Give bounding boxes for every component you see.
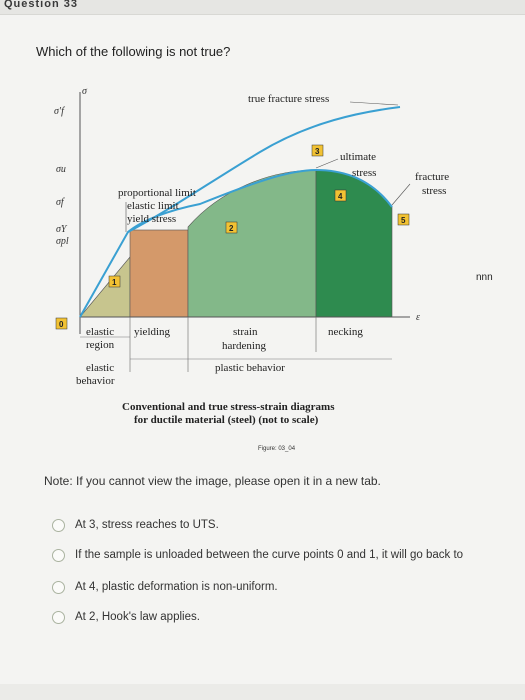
plastic-behavior-label: plastic behavior (215, 362, 285, 374)
figure-caption-line-2: for ductile material (steel) (not to scale) (134, 414, 319, 426)
elastic-behavior-label-2: behavior (76, 375, 115, 387)
footer-bar (0, 684, 525, 700)
option-2[interactable] (52, 544, 525, 566)
sigma-prime-f-symbol: σ'f (54, 106, 64, 117)
necking-label: necking (328, 326, 363, 338)
figure-id: Figure: 03_04 (258, 446, 296, 452)
fracture-stress-label-1: fracture (415, 171, 450, 183)
elastic-behavior-label-1: elastic (86, 362, 115, 374)
ultimate-stress-label-1: ultimate (340, 151, 377, 163)
elastic-limit-label: elastic limit (127, 200, 179, 212)
option-4-label: At 2, Hook's law applies. (75, 611, 200, 623)
true-fracture-stress-label: true fracture stress (248, 93, 330, 105)
nnn-annotation: nnn (476, 272, 493, 283)
figure-caption-line-1: Conventional and true stress-strain diagrams (122, 401, 335, 413)
marker-label-0: 0 (59, 320, 64, 329)
marker-label-4: 4 (338, 192, 343, 201)
marker-label-1: 1 (112, 278, 117, 287)
question-number: Question 33 (4, 0, 78, 10)
ultimate-stress-label-2: stress (352, 167, 377, 179)
option-3-label: At 4, plastic deformation is non-uniform. (75, 581, 278, 593)
radio-3[interactable] (52, 581, 65, 594)
marker-label-3: 3 (315, 147, 320, 156)
question-text: Which of the following is not true? (36, 44, 231, 59)
yielding-region-fill (130, 230, 188, 317)
sigma-u-symbol: σu (56, 164, 66, 175)
option-4[interactable] (52, 606, 525, 628)
option-2-label: If the sample is unloaded between the curve points 0 and 1, it will go back to (75, 549, 464, 561)
strain-hardening-label-2: hardening (222, 340, 266, 352)
radio-1[interactable] (52, 519, 65, 532)
sigma-y-symbol: σY (56, 224, 67, 235)
yielding-label: yielding (134, 326, 171, 338)
sigma-f-symbol: σf (56, 197, 64, 208)
marker-label-2: 2 (229, 224, 234, 233)
fracture-leader (392, 184, 410, 205)
stress-strain-figure (30, 72, 500, 472)
yield-stress-label: yield stress (127, 213, 177, 225)
radio-2[interactable] (52, 549, 65, 562)
strain-hardening-label-1: strain (233, 326, 258, 338)
elastic-region-label-2: region (86, 339, 115, 351)
option-3[interactable] (52, 576, 525, 598)
note-text: Note: If you cannot view the image, please open it in a new tab. (44, 474, 381, 488)
sigma-axis-symbol: σ (82, 86, 87, 97)
fracture-stress-label-2: stress (422, 185, 447, 197)
sigma-pl-symbol: σpl (56, 236, 69, 247)
option-1-label: At 3, stress reaches to UTS. (75, 519, 219, 531)
hardening-region-fill (188, 170, 316, 317)
top-bar (0, 0, 525, 15)
proportional-limit-label: proportional limit (118, 187, 196, 199)
radio-4[interactable] (52, 611, 65, 624)
elastic-region-label-1: elastic (86, 326, 115, 338)
necking-region-fill (316, 170, 392, 317)
elastic-region-fill (80, 257, 130, 317)
true-fracture-leader (350, 102, 398, 105)
marker-label-5: 5 (401, 216, 406, 225)
epsilon-axis-symbol: ε (416, 312, 420, 323)
ultimate-leader (316, 159, 338, 168)
option-1[interactable] (52, 514, 525, 536)
